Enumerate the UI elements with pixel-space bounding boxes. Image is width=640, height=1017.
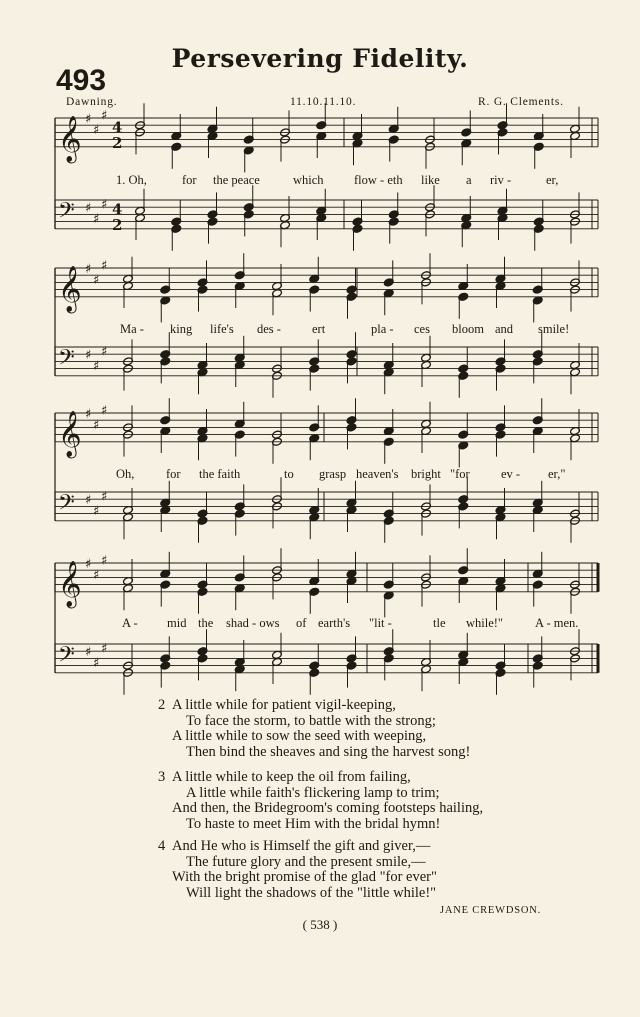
sharp-icon: ♯ xyxy=(85,493,92,509)
syllable: for xyxy=(182,173,197,187)
sharp-icon: ♯ xyxy=(85,645,92,661)
bass-clef-icon: 𝄢 xyxy=(58,198,75,229)
stanza-line: And He who is Himself the gift and giver,— xyxy=(172,838,431,854)
sharp-icon: ♯ xyxy=(93,567,100,583)
sharp-icon: ♯ xyxy=(101,403,108,419)
stanza-line: Then bind the sheaves and sing the harvest song! xyxy=(186,743,471,760)
bass-clef-icon: 𝄢 xyxy=(58,642,75,673)
sharp-icon: ♯ xyxy=(93,417,100,433)
stanza-4 xyxy=(158,839,437,901)
sharp-icon: ♯ xyxy=(101,197,108,213)
syllable: to xyxy=(284,467,294,481)
sharp-icon: ♯ xyxy=(93,122,100,138)
syllable: "for xyxy=(450,467,470,481)
stanza-3 xyxy=(158,770,483,832)
bass-clef-icon: 𝄢 xyxy=(58,490,75,521)
syllable: Oh, xyxy=(116,467,135,481)
time-signature-bottom: 2 xyxy=(112,215,123,234)
sharp-icon: ♯ xyxy=(93,272,100,288)
syllable: A - men. xyxy=(535,616,579,630)
syllable: like xyxy=(421,173,440,187)
syllable: the peace xyxy=(213,173,260,187)
hymn-title: Persevering Fidelity. xyxy=(171,44,469,73)
sharp-icon: ♯ xyxy=(101,641,108,657)
treble-clef-icon: 𝄞 xyxy=(58,560,82,607)
stanza-line: A little while for patient vigil-keeping, xyxy=(172,697,396,713)
stanza-line: A little while to keep the oil from failing, xyxy=(172,769,411,785)
stanza-line: Will light the shadows of the "little while!" xyxy=(186,884,437,901)
sharp-icon: ♯ xyxy=(101,553,108,569)
stanza-2 xyxy=(158,698,470,760)
sharp-icon: ♯ xyxy=(85,201,92,217)
sharp-icon: ♯ xyxy=(93,656,100,671)
syllable: A - xyxy=(122,616,138,630)
stanza-number: 3 xyxy=(158,769,166,785)
stanza-line: A little while faith's flickering lamp to trim; xyxy=(186,784,440,801)
sharp-icon: ♯ xyxy=(93,504,100,519)
syllable: er, xyxy=(546,173,559,187)
stanza-line: To haste to meet Him with the bridal hymn! xyxy=(186,815,441,832)
sharp-icon: ♯ xyxy=(85,557,92,572)
syllable: bloom xyxy=(452,322,484,336)
syllable: the xyxy=(198,616,214,630)
syllable: the faith xyxy=(199,467,241,481)
syllable: mid xyxy=(167,616,187,630)
time-signature-top: 4 xyxy=(112,200,123,219)
syllable: 1. Oh, xyxy=(116,173,147,187)
author: JANE CREWDSON. xyxy=(440,905,542,916)
syllable: heaven's xyxy=(356,467,399,481)
sharp-icon: ♯ xyxy=(101,489,108,505)
time-signature-bottom: 2 xyxy=(112,133,123,152)
stanza-line: The future glory and the present smile,— xyxy=(186,853,426,870)
syllable: shad - ows xyxy=(226,616,280,630)
sharp-icon: ♯ xyxy=(85,407,92,422)
stanza-number: 2 xyxy=(158,697,166,713)
sharp-icon: ♯ xyxy=(85,112,92,127)
stanza-number: 4 xyxy=(158,838,166,854)
stanza-line: A little while to sow the seed with weeping, xyxy=(172,728,427,744)
syllable: ert xyxy=(312,322,326,336)
syllable: "lit - xyxy=(369,616,392,630)
sharp-icon: ♯ xyxy=(101,108,108,124)
composer: R. G. Clements. xyxy=(478,96,564,108)
treble-clef-icon: 𝄞 xyxy=(58,265,82,312)
syllable: ev - xyxy=(501,467,521,481)
syllable: king xyxy=(170,322,193,336)
syllable: life's xyxy=(210,322,234,336)
page-number: ( 538 ) xyxy=(302,917,338,932)
sharp-icon: ♯ xyxy=(93,212,100,227)
syllable: and xyxy=(495,322,514,336)
syllable: while!" xyxy=(466,616,504,630)
syllable: smile! xyxy=(538,322,570,336)
syllable: bright xyxy=(411,467,441,481)
lyrics-line-4 xyxy=(0,616,640,632)
stanza-line: To face the storm, to battle with the strong; xyxy=(186,712,436,729)
syllable: des - xyxy=(257,322,281,336)
syllable: pla - xyxy=(371,322,394,336)
lyrics-line-1 xyxy=(0,173,640,189)
syllable: tle xyxy=(433,616,446,630)
syllable: for xyxy=(166,467,181,481)
stanza-line: With the bright promise of the glad "for ever" xyxy=(172,869,437,885)
sharp-icon: ♯ xyxy=(101,344,108,360)
treble-clef-icon: 𝄞 xyxy=(58,115,82,162)
syllable: er," xyxy=(548,467,566,481)
sharp-icon: ♯ xyxy=(101,258,108,274)
sharp-icon: ♯ xyxy=(93,359,100,374)
syllable: Ma - xyxy=(120,322,144,336)
lyrics-line-3 xyxy=(0,467,640,483)
time-signature-top: 4 xyxy=(112,118,123,137)
sharp-icon: ♯ xyxy=(85,262,92,277)
sharp-icon: ♯ xyxy=(85,348,92,364)
syllable: ces xyxy=(414,322,430,336)
syllable: a xyxy=(466,173,472,187)
syllable: flow - eth xyxy=(354,173,403,187)
stanza-line: And then, the Bridegroom's coming footsteps hailing, xyxy=(172,800,484,816)
tune-name: Dawning. xyxy=(66,96,118,108)
lyrics-line-2 xyxy=(0,322,640,338)
syllable: of xyxy=(296,616,307,630)
hymn-number: 493 xyxy=(56,64,107,97)
meter: 11.10.11.10. xyxy=(290,96,357,108)
treble-clef-icon: 𝄞 xyxy=(58,410,82,457)
syllable: grasp xyxy=(319,467,347,481)
syllable: riv - xyxy=(490,173,512,187)
bass-clef-icon: 𝄢 xyxy=(58,345,75,376)
syllable: which xyxy=(293,173,324,187)
syllable: earth's xyxy=(318,616,351,630)
